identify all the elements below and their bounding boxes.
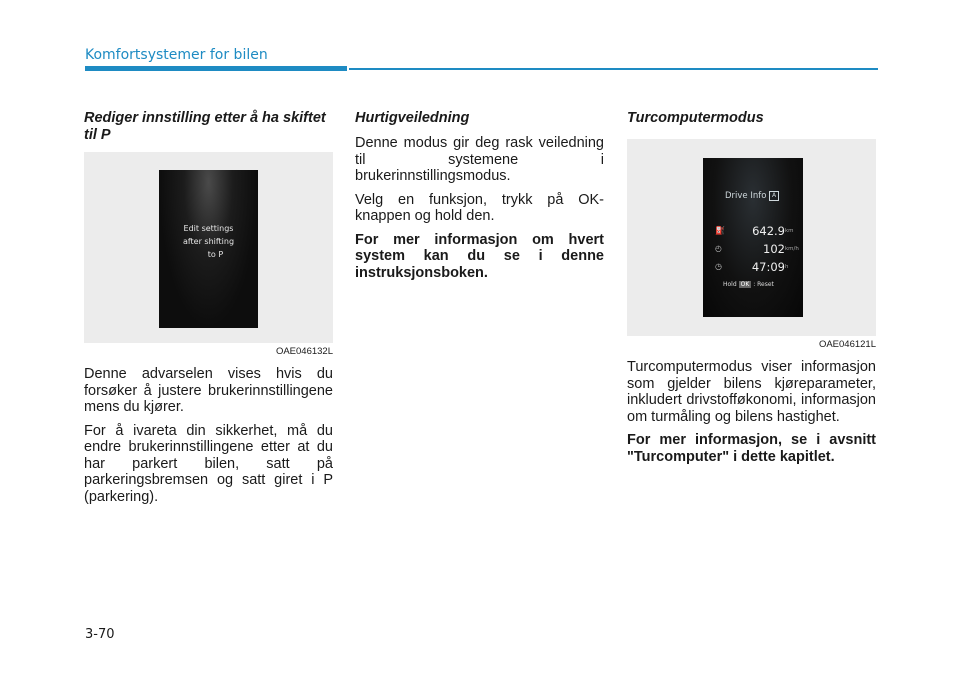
page-number: 3-70 [85,627,115,642]
paragraph: Turcomputermodus viser informasjon som gjelder bilens kjøreparameter, inkludert drivstofføkonomi, informasjon om turmåling og bilens hastighet. [627,359,876,425]
screen-message [159,222,258,261]
paragraph: Velg en funksjon, trykk på OK-knappen og hold den. [355,191,604,224]
hold-ok-reset [723,281,774,288]
auto-badge: A [769,191,778,201]
paragraph: For å ivareta din sikkerhet, må du endre brukerinnstillingene etter at du har parkert bilen, satt på parkeringsbremsen og satt giret i P (parkering). [84,422,333,505]
metric-unit: km [785,228,794,234]
cluster-screen-drive-info [703,158,803,317]
paragraph: Denne advarselen vises hvis du forsøker å justere brukerinnstillingene mens du kjører. [84,366,333,415]
screen-line: Edit settings [183,224,234,233]
column-trip-computer [627,110,876,472]
metric-unit: km/h [785,246,799,252]
header-rule-thin [349,68,878,70]
metric-speed [715,242,797,256]
metric-value: 102 [763,242,785,256]
metric-value: 47:09 [751,260,785,274]
paragraph-bold: For mer informasjon, se i avsnitt "Turcomputer" i dette kapitlet. [627,432,876,465]
metric-time [715,260,797,274]
reset-label: : Reset [753,281,774,288]
ok-key: OK [740,281,750,288]
paragraph: Denne modus gir deg rask veiledning til systemene i brukerinnstillingsmodus. [355,135,604,184]
heading-trip-computer: Turcomputermodus [627,110,764,126]
screen-line: after shifting [182,237,235,246]
section-title: Komfortsystemer for bilen [85,47,268,63]
cluster-screen-warning [159,170,258,328]
fuel-distance-icon: ⛽ [715,226,725,235]
column-quick-guide [355,110,604,288]
drive-info-label: Drive Info [725,191,767,201]
figure-edit-settings [84,152,333,343]
figure-trip-computer [627,139,876,336]
metric-value: 642.9 [752,224,785,238]
heading-quick-guide: Hurtigveiledning [355,110,470,126]
figure-code: OAE046132L [275,346,333,357]
column-edit-settings [84,110,333,512]
screen-line: to P [207,250,224,259]
heading-edit-settings: Rediger innstilling etter å ha skiftet til P [84,110,326,143]
clock-icon: ◷ [715,262,722,271]
drive-info-title [725,191,779,201]
header-rule-thick [85,66,347,71]
speed-gauge-icon: ◴ [715,244,722,253]
metric-unit: h [785,264,789,270]
figure-code: OAE046121L [818,339,876,350]
paragraph-bold: For mer informasjon om hvert system kan du se i denne instruksjonsboken. [355,231,604,281]
hold-label: Hold [723,281,737,288]
metric-distance [715,224,797,238]
